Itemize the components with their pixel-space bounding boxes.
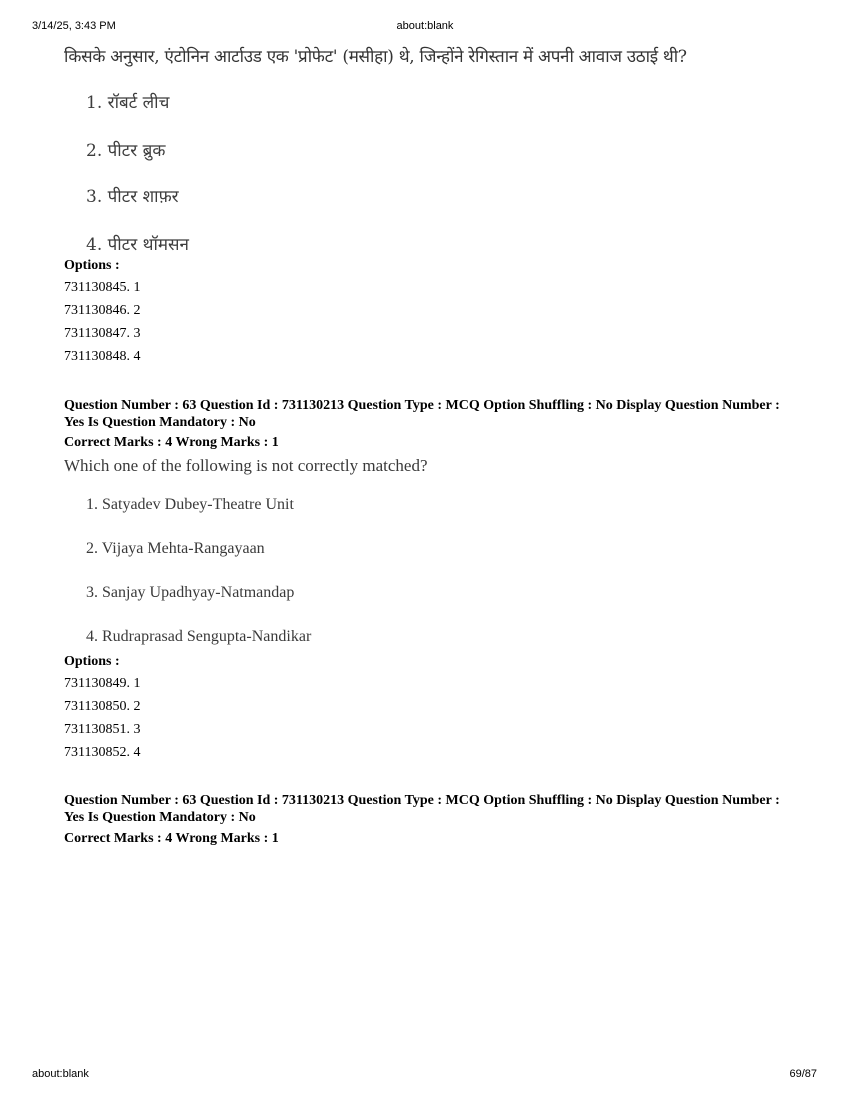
print-footer-url: about:blank	[32, 1068, 89, 1080]
question-meta: Question Number : 63 Question Id : 731130213 Question Type : MCQ Option Shuffling : No Display Question Number : Yes Is Question Mandatory : No	[64, 793, 780, 825]
options-label: Options :	[64, 258, 120, 273]
english-option-2: 2. Vijaya Mehta-Rangayaan	[86, 540, 265, 557]
question-marks: Correct Marks : 4 Wrong Marks : 1	[64, 435, 279, 450]
question-text-hindi: किसके अनुसार, एंटोनिन आर्टाउड एक 'प्रोफेट' (मसीहा) थे, जिन्होंने रेगिस्तान में अपनी आवाज उठाई थी?	[64, 47, 687, 67]
hindi-option-4: 4. पीटर थॉमसन	[86, 235, 189, 255]
option-id-3: 731130851. 3	[64, 722, 141, 737]
options-label: Options :	[64, 654, 120, 669]
question-marks: Correct Marks : 4 Wrong Marks : 1	[64, 831, 279, 846]
option-id-4: 731130852. 4	[64, 745, 141, 760]
option-id-2: 731130846. 2	[64, 303, 141, 318]
option-id-2: 731130850. 2	[64, 699, 141, 714]
print-page-url: about:blank	[396, 20, 454, 32]
option-id-3: 731130847. 3	[64, 326, 141, 341]
hindi-option-2: 2. पीटर ब्रुक	[86, 141, 166, 161]
hindi-option-3: 3. पीटर शाफ़र	[86, 187, 179, 207]
option-id-1: 731130845. 1	[64, 280, 141, 295]
english-option-4: 4. Rudraprasad Sengupta-Nandikar	[86, 628, 312, 645]
question-text-english: Which one of the following is not correctly matched?	[64, 456, 428, 475]
print-page-number: 69/87	[789, 1068, 817, 1080]
english-option-1: 1. Satyadev Dubey-Theatre Unit	[86, 496, 294, 513]
option-id-4: 731130848. 4	[64, 349, 141, 364]
question-meta: Question Number : 63 Question Id : 731130213 Question Type : MCQ Option Shuffling : No Display Question Number : Yes Is Question Mandatory : No	[64, 398, 780, 430]
option-id-1: 731130849. 1	[64, 676, 141, 691]
print-datetime: 3/14/25, 3:43 PM	[32, 20, 116, 32]
hindi-option-1: 1. रॉबर्ट लीच	[86, 93, 170, 113]
english-option-3: 3. Sanjay Upadhyay-Natmandap	[86, 584, 295, 601]
